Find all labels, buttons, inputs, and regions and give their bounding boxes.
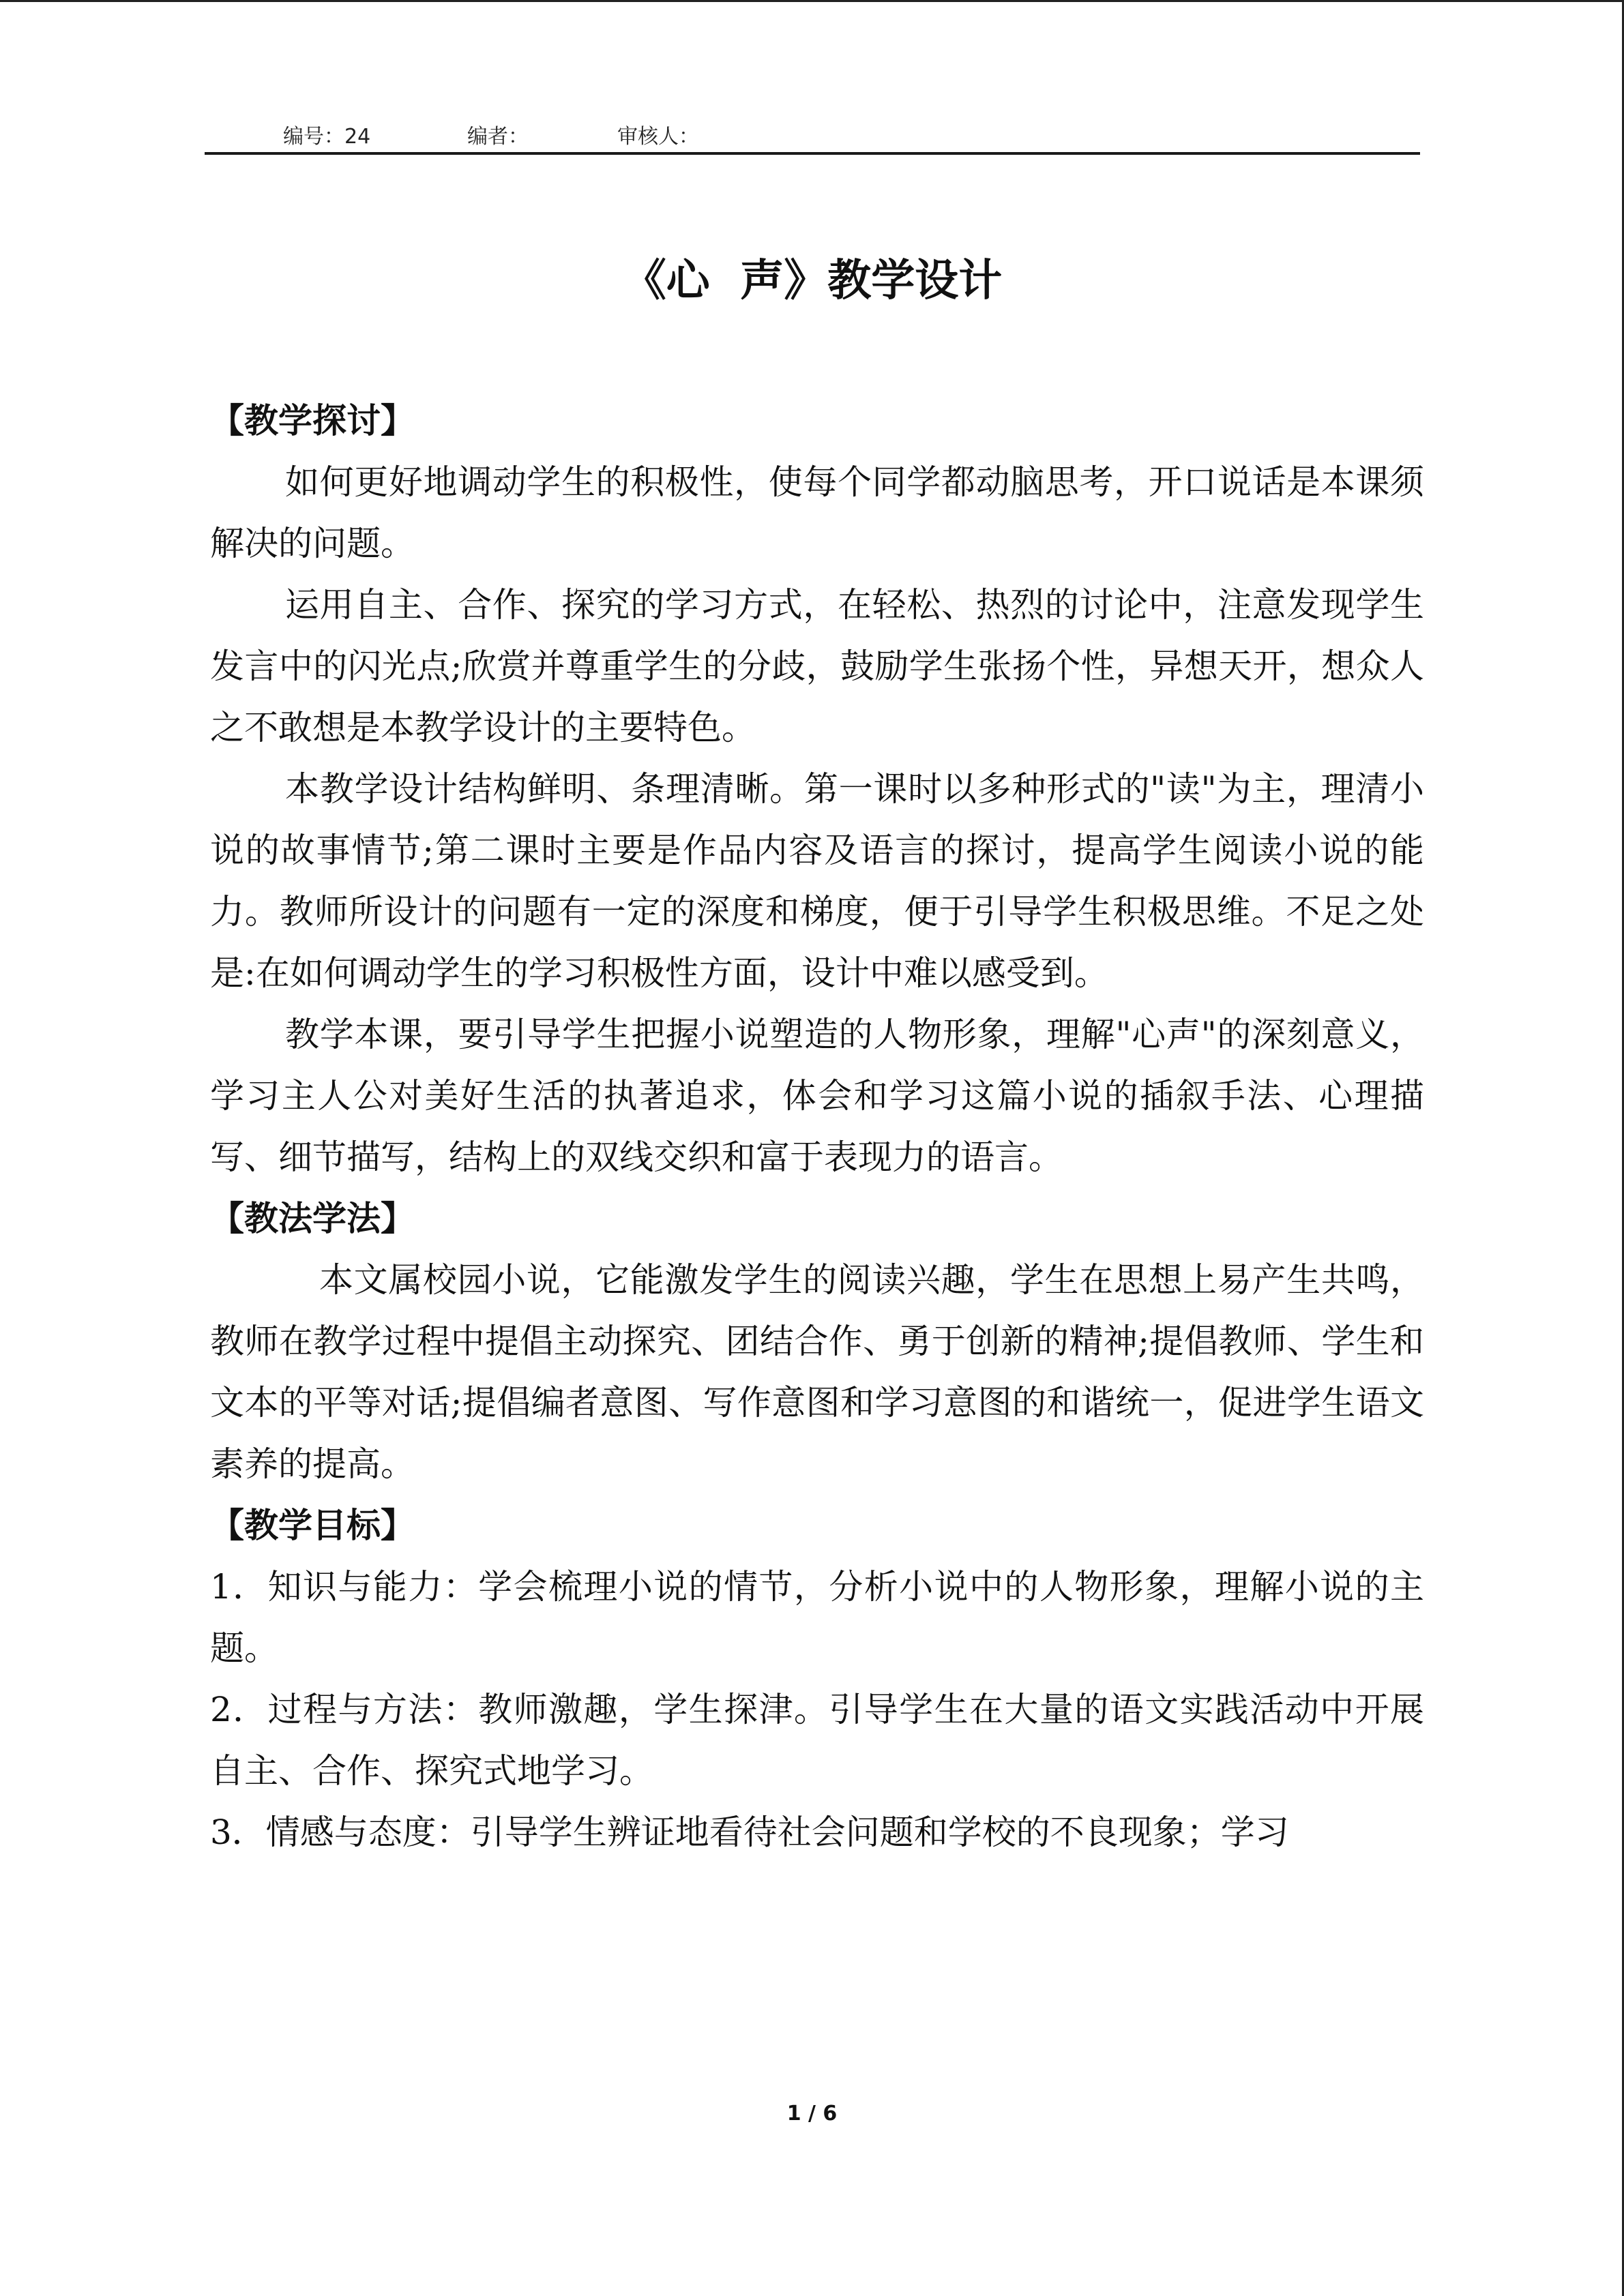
document-title: 《心 声》教学设计 <box>622 256 1003 306</box>
document-header <box>205 113 1420 155</box>
paragraph: 本教学设计结构鲜明、条理清晰。第一课时以多种形式的"读"为主，理清小说的故事情节;第二课时主要是作品内容及语言的探讨，提高学生阅读小说的能力。教师所设计的问题有一定的深度和梯度，便于引导学生积极思维。不足之处是:在如何调动学生的学习积极性方面，设计中难以感受到。 <box>210 769 1424 993</box>
goal-item: 3．情感与态度：引导学生辨证地看待社会问题和学校的不良现象；学习 <box>210 1813 1289 1852</box>
page-number: 1 / 6 <box>786 2102 838 2126</box>
section-heading-goals: 【教学目标】 <box>210 1506 415 1545</box>
paragraph: 如何更好地调动学生的积极性，使每个同学都动脑思考，开口说话是本课须解决的问题。 <box>210 462 1424 563</box>
paragraph: 运用自主、合作、探究的学习方式，在轻松、热烈的讨论中，注意发现学生发言中的闪光点;欣赏并尊重学生的分歧，鼓励学生张扬个性，异想天开，想众人之不敢想是本教学设计的主要特色。 <box>210 585 1424 747</box>
header-number: 编号：24 <box>283 125 371 149</box>
paragraph: 教学本课，要引导学生把握小说塑造的人物形象，理解"心声"的深刻意义，学习主人公对美好生活的执著追求，体会和学习这篇小说的插叙手法、心理描写、细节描写，结构上的双线交织和富于表现力的语言。 <box>210 1015 1424 1177</box>
goal-item: 1．知识与能力：学会梳理小说的情节，分析小说中的人物形象，理解小说的主题。 <box>210 1567 1424 1668</box>
section-heading-discussion: 【教学探讨】 <box>210 401 415 441</box>
header-reviewer: 审核人： <box>617 125 699 149</box>
paragraph: 本文属校园小说，它能激发学生的阅读兴趣，学生在思想上易产生共鸣，教师在教学过程中提倡主动探究、团结合作、勇于创新的精神;提倡教师、学生和文本的平等对话;提倡编者意图、写作意图和学习意图的和谐统一，促进学生语文素养的提高。 <box>210 1260 1424 1484</box>
header-editor: 编者： <box>467 125 529 149</box>
document-body <box>210 390 1424 1863</box>
goal-item: 2．过程与方法：教师激趣，学生探津。引导学生在大量的语文实践活动中开展自主、合作、探究式地学习。 <box>210 1690 1424 1791</box>
section-heading-methods: 【教法学法】 <box>210 1199 415 1238</box>
